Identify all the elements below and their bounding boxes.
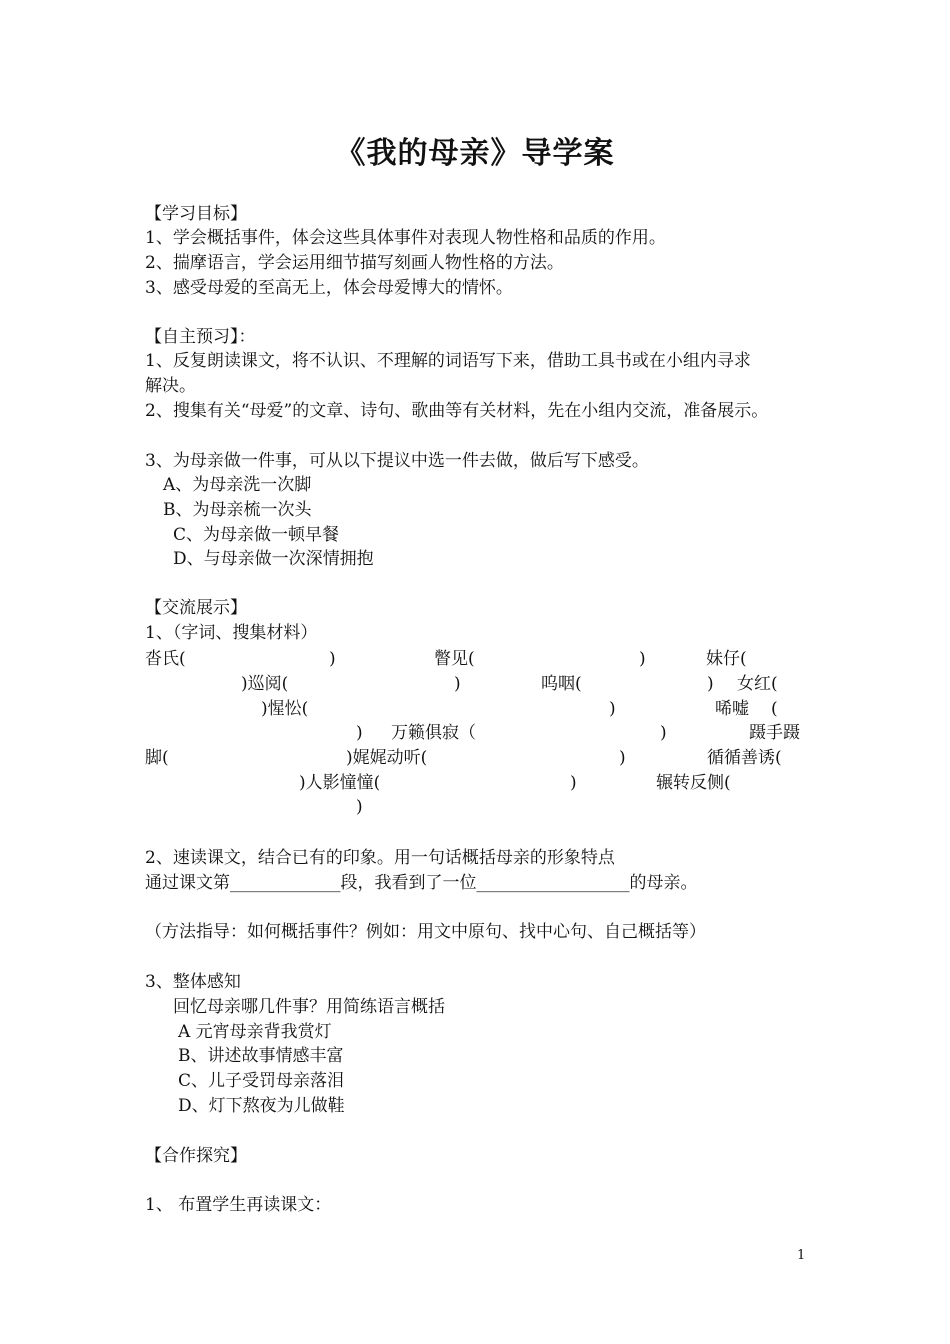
- exchange-heading: 【交流展示】: [145, 598, 247, 618]
- page-title: 《我的母亲》导学案: [335, 136, 615, 171]
- vocab-word: 沓氏(: [145, 649, 186, 669]
- vocab-word: 妹仔(: [706, 649, 747, 669]
- vocab-blank-close: ): [660, 723, 667, 743]
- exchange-item: 1、（字词、搜集材料）: [145, 623, 318, 643]
- method-note: （方法指导：如何概括事件？例如：用文中原句、找中心句、自己概括等）: [145, 922, 706, 942]
- preview-item: 3、为母亲做一件事，可从以下提议中选一件去做，做后写下感受。: [145, 451, 649, 471]
- coop-heading: 【合作探究】: [145, 1146, 247, 1166]
- vocab-word: 唏嘘: [715, 699, 749, 719]
- preview-item: 2、搜集有关“母爱”的文章、诗句、歌曲等有关材料，先在小组内交流，准备展示。: [145, 401, 769, 421]
- page-number: 1: [797, 1248, 806, 1263]
- event-prompt: 回忆母亲哪几件事？用简练语言概括: [173, 997, 445, 1017]
- vocab-blank-close: ): [329, 649, 336, 669]
- vocab-word: 循循善诱(: [707, 748, 782, 768]
- exchange-item: 2、速读课文，结合已有的印象。用一句话概括母亲的形象特点: [145, 848, 615, 868]
- preview-option: A、为母亲洗一次脚: [163, 475, 312, 495]
- objective-item: 1、学会概括事件，体会这些具体事件对表现人物性格和品质的作用。: [145, 228, 666, 248]
- vocab-blank-close: ): [619, 748, 626, 768]
- vocab-word: )人影憧憧(: [299, 773, 381, 793]
- preview-option: C、为母亲做一顿早餐: [173, 525, 340, 545]
- vocab-word: 蹑手蹑: [749, 723, 800, 743]
- vocab-word: 脚(: [145, 748, 169, 768]
- vocab-word: 女红(: [737, 674, 778, 694]
- event-item: C、儿子受罚母亲落泪: [178, 1071, 345, 1091]
- event-item: D、灯下熬夜为儿做鞋: [178, 1096, 345, 1116]
- event-item: B、讲述故事情感丰富: [178, 1046, 344, 1066]
- vocab-blank-close: ): [356, 723, 363, 743]
- vocab-word: )惺忪(: [261, 699, 309, 719]
- objectives-heading: 【学习目标】: [145, 204, 247, 224]
- vocab-blank-close: ): [570, 773, 577, 793]
- vocab-blank-close: ): [707, 674, 714, 694]
- vocab-word: )娓娓动听(: [346, 748, 428, 768]
- coop-item: 1、 布置学生再读课文：: [145, 1195, 332, 1215]
- event-item: A 元宵母亲背我赏灯: [178, 1022, 332, 1042]
- vocab-blank-close: ): [609, 699, 616, 719]
- preview-option: D、与母亲做一次深情拥抱: [173, 549, 374, 569]
- preview-heading: 【自主预习】：: [145, 327, 256, 347]
- objective-item: 2、揣摩语言，学会运用细节描写刻画人物性格的方法。: [145, 253, 564, 273]
- vocab-blank-close: ): [454, 674, 461, 694]
- vocab-word: 瞥见(: [434, 649, 475, 669]
- preview-option: B、为母亲梳一次头: [163, 500, 312, 520]
- vocab-word: )巡阅(: [241, 674, 289, 694]
- vocab-blank-close: ): [356, 797, 363, 817]
- objective-item: 3、感受母爱的至高无上，体会母爱博大的情怀。: [145, 278, 513, 298]
- preview-item-continued: 解决。: [145, 376, 196, 396]
- fill-in-sentence: 通过课文第_____________段，我看到了一位__________________的母亲。: [145, 873, 698, 893]
- vocab-word: 辗转反侧(: [656, 773, 731, 793]
- vocab-blank-close: ): [639, 649, 646, 669]
- vocab-word: 呜咽(: [541, 674, 582, 694]
- vocab-word: 万籁俱寂（: [391, 723, 476, 743]
- preview-item: 1、反复朗读课文，将不认识、不理解的词语写下来，借助工具书或在小组内寻求: [145, 351, 751, 371]
- exchange-item: 3、整体感知: [145, 972, 241, 992]
- vocab-blank-open: (: [771, 699, 778, 719]
